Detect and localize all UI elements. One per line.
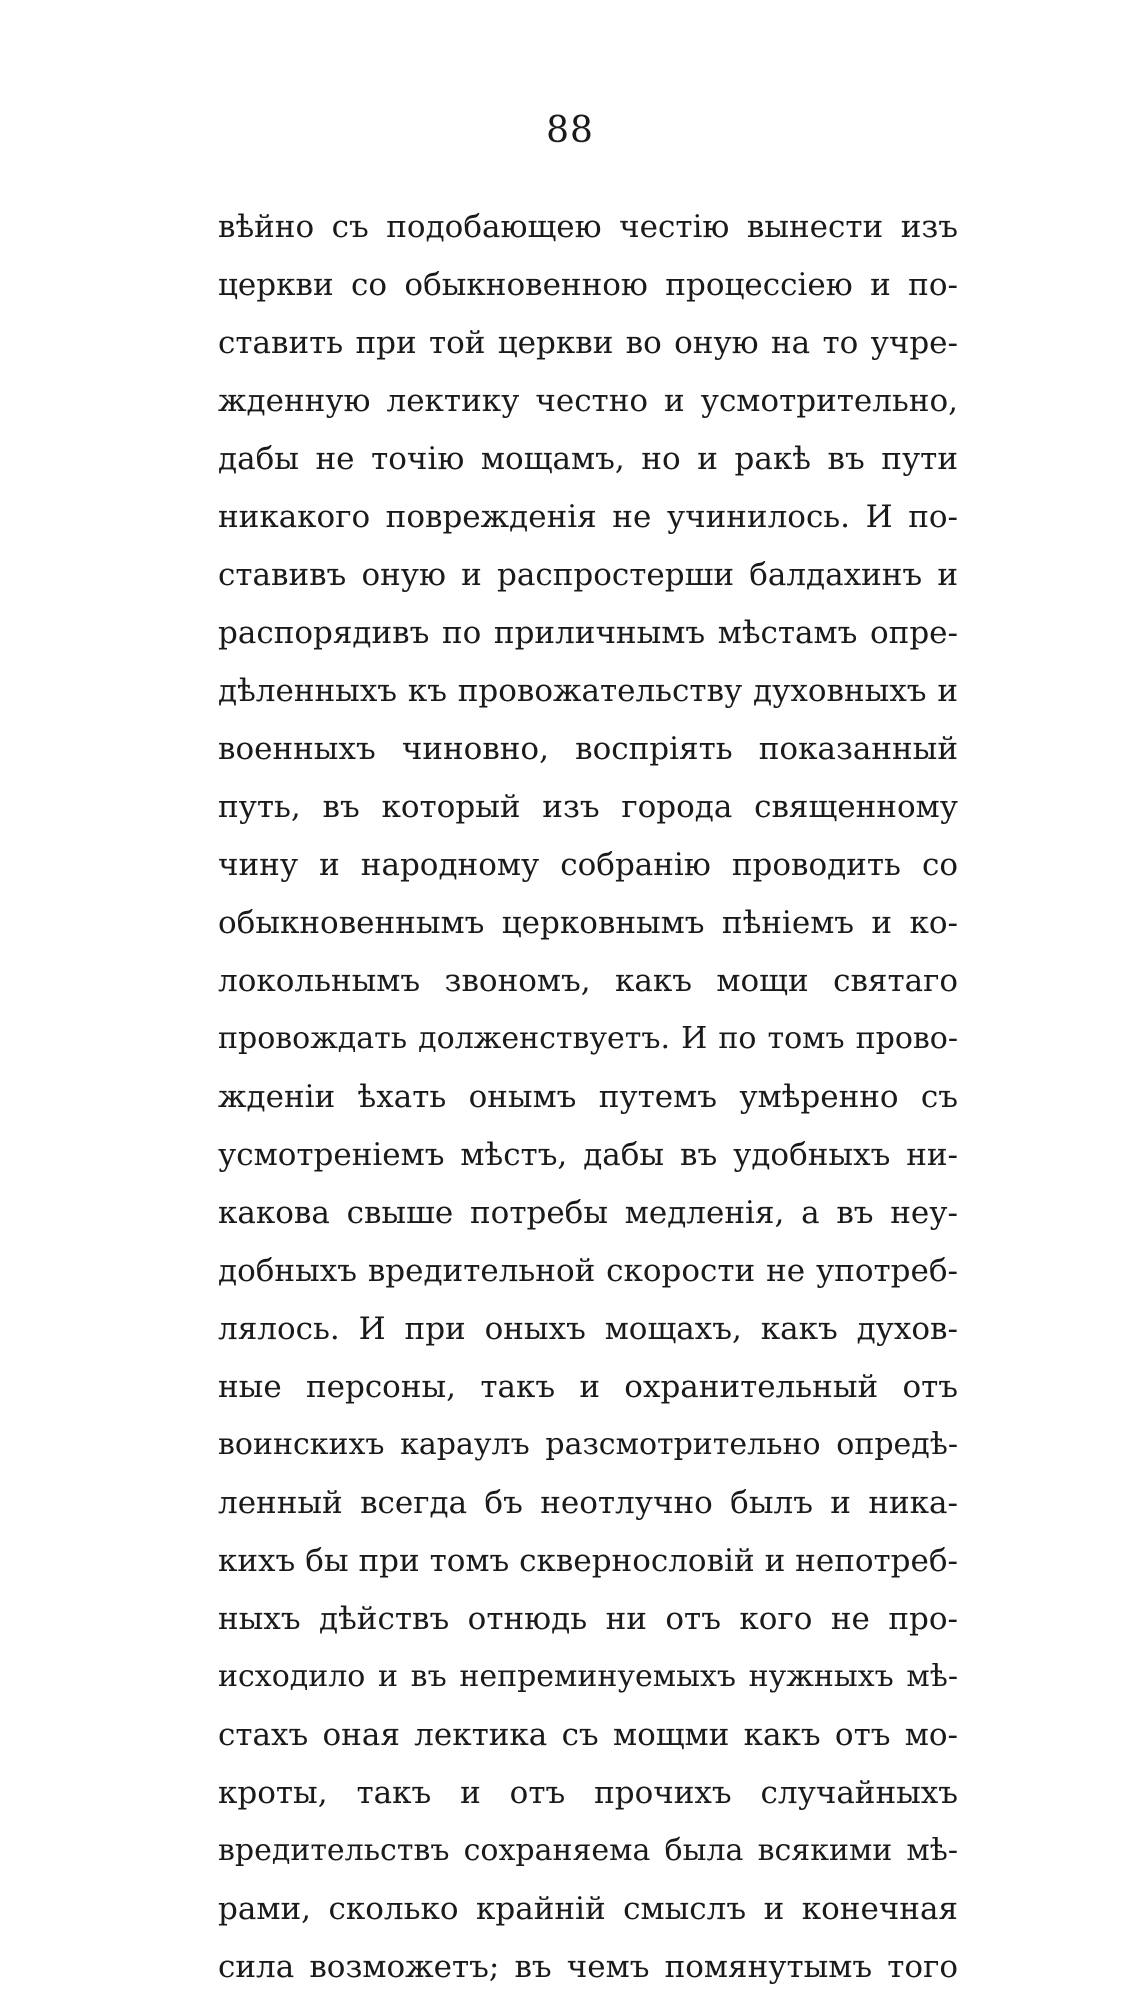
text-line: лялось. И при оныхъ мощахъ, какъ духов- — [218, 1311, 958, 1347]
text-line: исходило и въ непреминуемыхъ нужныхъ мѣ- — [218, 1659, 958, 1694]
text-line: сила возможетъ; въ чемъ помянутымъ того — [218, 1949, 958, 1985]
text-line: жденную лектику честно и усмотрительно, — [218, 383, 958, 419]
text-line: ставивъ оную и распростерши балдахинъ и — [218, 557, 958, 593]
text-line: кихъ бы при томъ сквернословій и непотреб- — [218, 1543, 958, 1579]
text-line: ныхъ дѣйствъ отнюдь ни отъ кого не про- — [218, 1601, 958, 1637]
body-text — [218, 198, 958, 1996]
text-line: ставить при той церкви во оную на то учре- — [218, 325, 958, 361]
text-line: вѣйно съ подобающею честію вынести изъ — [218, 209, 958, 245]
text-line: обыкновеннымъ церковнымъ пѣніемъ и ко- — [218, 905, 958, 941]
text-line: чину и народному собранію проводить со — [218, 847, 958, 883]
text-line: церкви со обыкновенною процессіею и по- — [218, 267, 958, 303]
text-line: усмотреніемъ мѣстъ, дабы въ удобныхъ ни- — [218, 1137, 958, 1173]
text-line: локольнымъ звономъ, какъ мощи святаго — [218, 963, 958, 999]
text-line: военныхъ чиновно, воспріять показанный — [218, 731, 958, 767]
text-line: жденіи ѣхать онымъ путемъ умѣренно съ — [218, 1079, 958, 1115]
text-line: распорядивъ по приличнымъ мѣстамъ опре- — [218, 615, 958, 651]
text-line: провождать долженствуетъ. И по томъ прово- — [218, 1021, 958, 1056]
text-line: никакого поврежденія не учинилось. И по- — [218, 499, 958, 535]
text-line: вредительствъ сохраняема была всякими мѣ- — [218, 1833, 958, 1868]
text-line: дабы не точію мощамъ, но и ракѣ въ пути — [218, 441, 958, 477]
text-line: ленный всегда бъ неотлучно былъ и ника- — [218, 1485, 958, 1521]
text-line: стахъ оная лектика съ мощми какъ отъ мо- — [218, 1717, 958, 1753]
text-line: воинскихъ караулъ разсмотрительно опредѣ- — [218, 1427, 958, 1462]
text-line: дѣленныхъ къ провожательству духовныхъ и — [218, 673, 958, 709]
text-line: добныхъ вредительной скорости не употреб- — [218, 1253, 958, 1289]
text-line: кроты, такъ и отъ прочихъ случайныхъ — [218, 1775, 958, 1811]
text-line: какова свыше потребы медленія, а въ неу- — [218, 1195, 958, 1231]
text-line: ные персоны, такъ и охранительный отъ — [218, 1369, 958, 1405]
text-line: рами, сколько крайній смыслъ и конечная — [218, 1891, 958, 1927]
text-line: путь, въ который изъ города священному — [218, 789, 958, 825]
page-number: 88 — [546, 110, 594, 151]
